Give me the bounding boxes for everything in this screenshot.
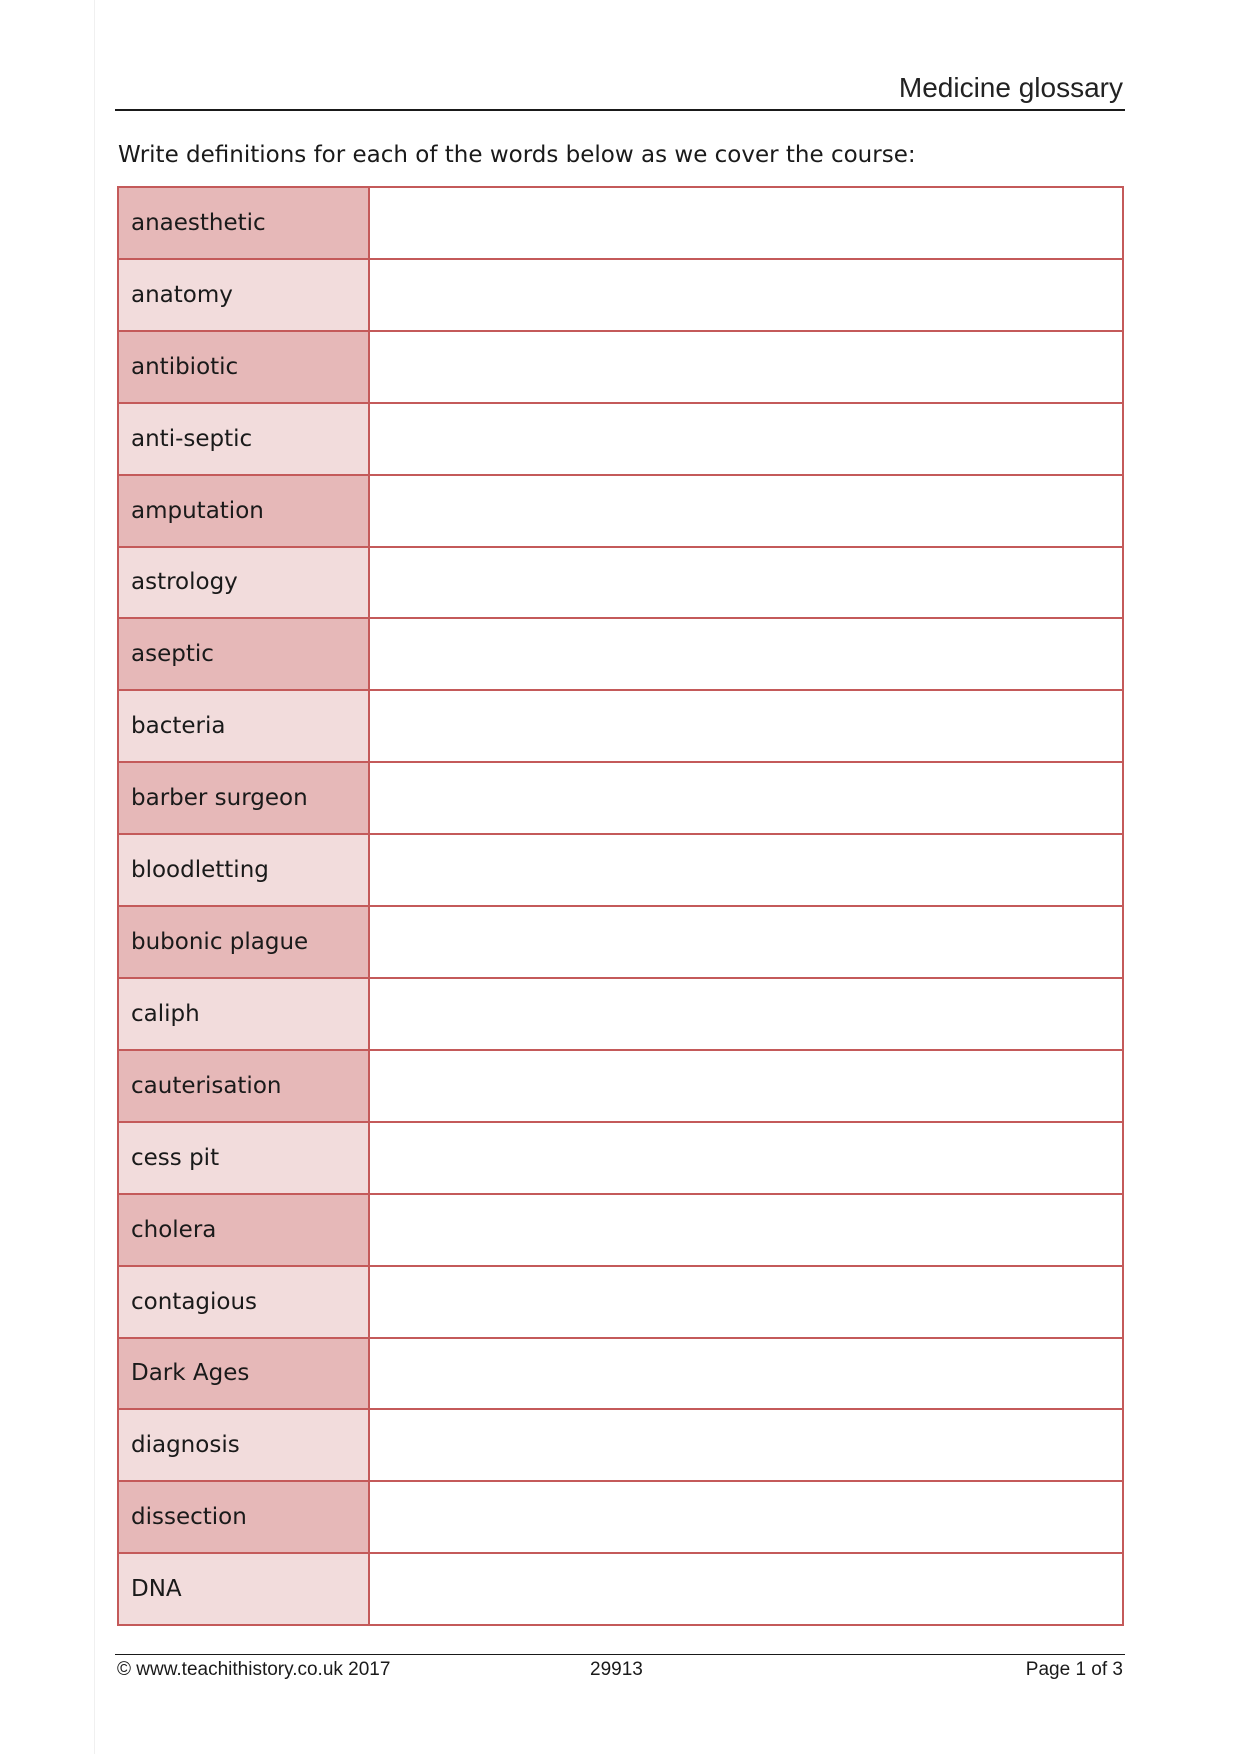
glossary-term: barber surgeon [119,763,370,833]
glossary-term: cess pit [119,1123,370,1193]
glossary-term: amputation [119,476,370,546]
glossary-row [119,1265,1122,1337]
instruction-text: Write definitions for each of the words below as we cover the course: [118,142,916,168]
glossary-term: contagious [119,1267,370,1337]
definition-cell[interactable] [370,907,1122,977]
definition-cell[interactable] [370,332,1122,402]
definition-cell[interactable] [370,619,1122,689]
definition-cell[interactable] [370,691,1122,761]
glossary-row [119,1408,1122,1480]
glossary-term: Dark Ages [119,1339,370,1409]
glossary-row [119,689,1122,761]
glossary-term: cauterisation [119,1051,370,1121]
glossary-term: dissection [119,1482,370,1552]
footer-resource-code: 29913 [590,1659,643,1680]
definition-cell[interactable] [370,404,1122,474]
glossary-row [119,402,1122,474]
page-title: Medicine glossary [898,72,1123,103]
glossary-row [119,833,1122,905]
glossary-row [119,1337,1122,1409]
glossary-term: aseptic [119,619,370,689]
glossary-row [119,1193,1122,1265]
glossary-term: DNA [119,1554,370,1624]
header-divider [115,109,1125,111]
glossary-term: anti-septic [119,404,370,474]
glossary-row [119,1480,1122,1552]
glossary-term: anaesthetic [119,188,370,258]
glossary-table [117,186,1124,1626]
glossary-term: antibiotic [119,332,370,402]
definition-cell[interactable] [370,548,1122,618]
glossary-row [119,1049,1122,1121]
definition-cell[interactable] [370,1267,1122,1337]
glossary-row [119,258,1122,330]
glossary-term: bacteria [119,691,370,761]
glossary-term: diagnosis [119,1410,370,1480]
definition-cell[interactable] [370,1123,1122,1193]
glossary-row [119,761,1122,833]
definition-cell[interactable] [370,476,1122,546]
definition-cell[interactable] [370,1195,1122,1265]
page-margin-rule [94,0,95,1754]
glossary-term: cholera [119,1195,370,1265]
definition-cell[interactable] [370,260,1122,330]
glossary-term: anatomy [119,260,370,330]
glossary-row [119,1121,1122,1193]
glossary-row [119,188,1122,258]
definition-cell[interactable] [370,1554,1122,1624]
glossary-row [119,1552,1122,1624]
glossary-row [119,474,1122,546]
glossary-row [119,546,1122,618]
definition-cell[interactable] [370,1339,1122,1409]
definition-cell[interactable] [370,763,1122,833]
glossary-row [119,330,1122,402]
glossary-term: bloodletting [119,835,370,905]
glossary-row [119,977,1122,1049]
footer-page-number: Page 1 of 3 [1025,1659,1123,1680]
definition-cell[interactable] [370,1051,1122,1121]
footer-divider [115,1654,1125,1655]
definition-cell[interactable] [370,1410,1122,1480]
definition-cell[interactable] [370,835,1122,905]
glossary-term: caliph [119,979,370,1049]
glossary-term: bubonic plague [119,907,370,977]
glossary-row [119,905,1122,977]
footer-copyright: © www.teachithistory.co.uk 2017 [117,1659,391,1680]
definition-cell[interactable] [370,1482,1122,1552]
definition-cell[interactable] [370,979,1122,1049]
glossary-term: astrology [119,548,370,618]
definition-cell[interactable] [370,188,1122,258]
glossary-row [119,617,1122,689]
